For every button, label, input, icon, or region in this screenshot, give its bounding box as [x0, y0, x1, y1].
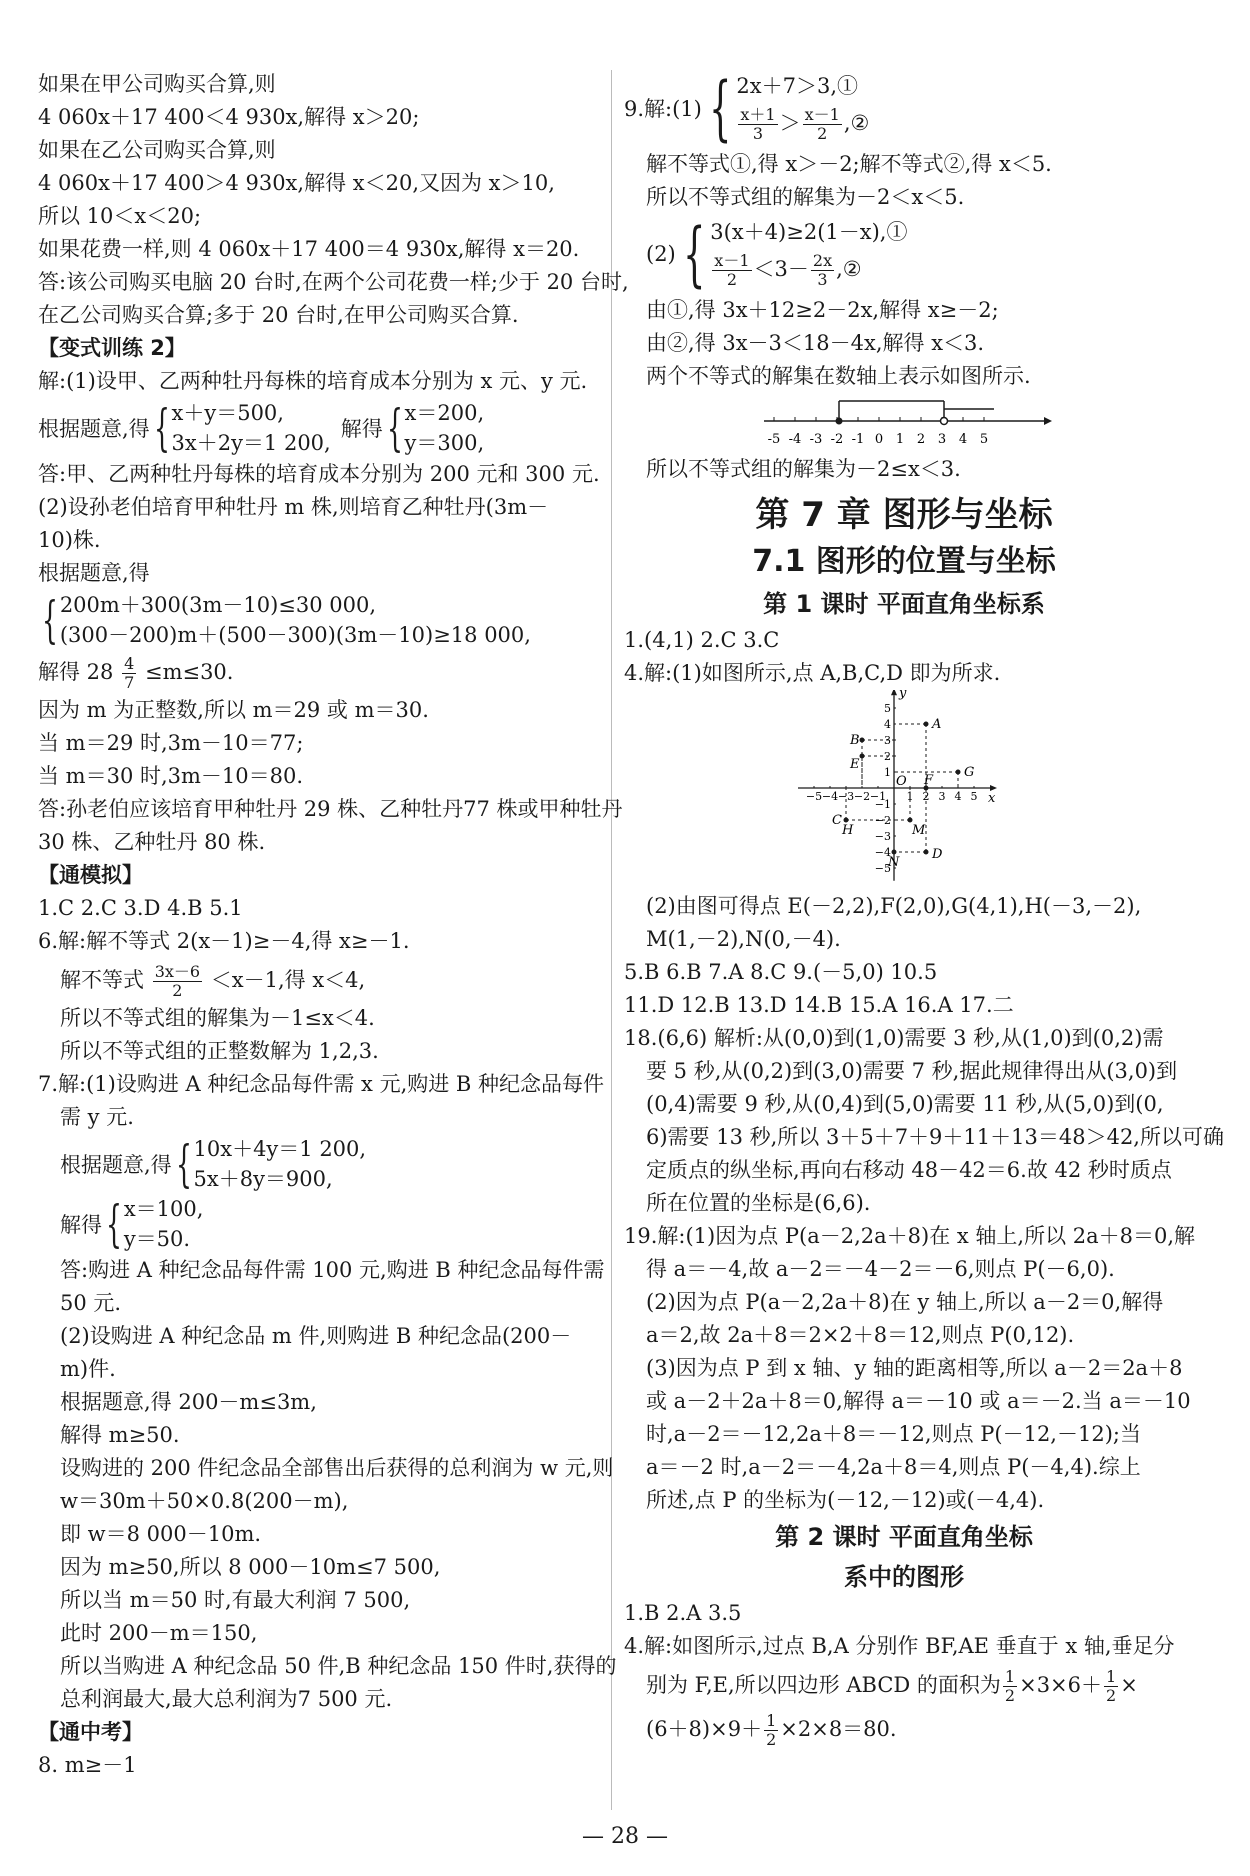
equation: 10x＋4y＝1 200,: [193, 1137, 367, 1161]
lesson-title: 第 2 课时 平面直角坐标: [775, 1523, 1033, 1551]
brace: {: [386, 399, 403, 457]
denominator: 2: [766, 1730, 777, 1749]
text-line: 所以不等式组的解集为－2＜x＜5.: [646, 185, 965, 209]
point-label: A: [932, 717, 942, 732]
tick-label: 2: [884, 750, 891, 763]
text-line: 总利润最大,最大总利润为7 500 元.: [60, 1687, 393, 1711]
equation: 3x＋2y＝1 200,: [171, 431, 331, 455]
equation: x＝100,: [123, 1197, 204, 1221]
text-line: m)件.: [60, 1357, 116, 1381]
text-line: 因为 m≥50,所以 8 000－10m≤7 500,: [60, 1555, 441, 1579]
text: (6＋8)×9＋: [646, 1717, 763, 1741]
text-line: (0,4)需要 9 秒,从(0,4)到(5,0)需要 11 秒,从(5,0)到(0,: [646, 1092, 1164, 1116]
fraction: [1003, 1668, 1017, 1705]
text: ,②: [843, 111, 870, 135]
inequality: 3(x＋4)≥2(1－x),①: [710, 220, 908, 244]
text-line: 4.解:(1)如图所示,点 A,B,C,D 即为所求.: [624, 661, 1001, 685]
fraction: [153, 963, 202, 1000]
tick-label: −5: [805, 790, 823, 803]
brace: {: [708, 67, 732, 149]
text-line: 1.(4,1) 2.C 3.C: [624, 628, 780, 652]
text-line: a＝－2 时,a－2＝－4,2a＋8＝4,则点 P(－4,4).综上: [646, 1455, 1141, 1479]
text-line: 5.B 6.B 7.A 8.C 9.(－5,0) 10.5: [624, 960, 938, 984]
tick-label: 5: [884, 702, 891, 715]
point-marker: [892, 850, 897, 855]
text: ＜x－1,得 x＜4,: [210, 968, 366, 992]
text-line: 4 060x＋17 400＜4 930x,解得 x＞20;: [38, 105, 420, 129]
text: ,②: [836, 257, 862, 281]
point-marker: [860, 738, 865, 743]
inequality: [710, 247, 907, 291]
point-label: M: [912, 823, 926, 838]
text-line: 根据题意,得: [38, 417, 150, 441]
fraction: [803, 106, 842, 143]
fraction: [122, 655, 136, 692]
text-line: 6.解:解不等式 2(x－1)≥－4,得 x≥－1.: [38, 929, 410, 953]
text: ×: [1120, 1673, 1138, 1697]
text-line: 定质点的纵坐标,再向右移动 48－42＝6.故 42 秒时质点: [646, 1158, 1172, 1182]
origin-label: O: [896, 774, 907, 789]
equation-system: [38, 1134, 608, 1194]
left-column: [38, 68, 629, 1782]
numerator: 3x－6: [154, 962, 201, 981]
inequality-system: [38, 590, 608, 650]
tick-label: 1: [906, 790, 914, 803]
tick-label: −5: [874, 862, 891, 875]
text-line: 得 a＝－4,故 a－2＝－4－2＝－6,则点 P(－6,0).: [646, 1257, 1115, 1281]
text-line: 解得 m≥50.: [60, 1423, 180, 1447]
text-line: (2)由图可得点 E(－2,2),F(2,0),G(4,1),H(－3,－2),: [646, 894, 1142, 918]
brace: {: [105, 1195, 122, 1253]
text-line: a＝2,故 2a＋8＝2×2＋8＝12,则点 P(0,12).: [646, 1323, 1075, 1347]
tick-label: 3: [884, 734, 891, 747]
numerator: x－1: [804, 105, 840, 124]
tick-label: -5: [767, 432, 781, 447]
tick-label: −3: [874, 830, 891, 843]
text-line: 答:孙老伯应该培育甲种牡丹 29 株、乙种牡丹77 株或甲种牡丹: [38, 797, 623, 821]
tick-label: 1: [884, 766, 891, 779]
text-line: 所以不等式组的解集为－1≤x＜4.: [60, 1006, 375, 1030]
fraction: [712, 252, 751, 289]
text-line: 根据题意,得: [38, 561, 150, 585]
text-line: 因为 m 为正整数,所以 m＝29 或 m＝30.: [38, 698, 429, 722]
text: (2): [646, 242, 676, 266]
coordinate-graph: [784, 690, 1024, 890]
text: ＜3－: [753, 257, 809, 281]
text-line: 答:该公司购买电脑 20 台时,在两个公司花费一样;少于 20 台时,: [38, 270, 629, 294]
fraction: [738, 106, 777, 143]
inequality-system: [624, 68, 1184, 148]
text-line: 答:甲、乙两种牡丹每株的培育成本分别为 200 元和 300 元.: [38, 462, 600, 486]
text-line: 要 5 秒,从(0,2)到(3,0)需要 7 秒,据此规律得出从(3,0)到: [646, 1059, 1178, 1083]
equation: x＋y＝500,: [171, 401, 284, 425]
text: 解得: [60, 1213, 102, 1237]
text-line: 由②,得 3x－3＜18－4x,解得 x＜3.: [646, 331, 985, 355]
point-marker: [844, 818, 849, 823]
text-line: (3)因为点 P 到 x 轴、y 轴的距离相等,所以 a－2＝2a＋8: [646, 1356, 1183, 1380]
tick-label: −2: [853, 790, 871, 803]
text: 解得 28: [38, 660, 114, 684]
axis-arrow: [1044, 417, 1052, 425]
tick-label: 2: [922, 790, 930, 803]
text-line: 解:(1)设甲、乙两种牡丹每株的培育成本分别为 x 元、y 元.: [38, 369, 588, 393]
text-line: 18.(6,6) 解析:从(0,0)到(1,0)需要 3 秒,从(1,0)到(0,2)需: [624, 1026, 1164, 1050]
tick-label: −4: [821, 790, 839, 803]
equation: 5x＋8y＝900,: [193, 1167, 333, 1191]
tick-label: 0: [874, 432, 884, 447]
text-line: 所以 10＜x＜20;: [38, 204, 202, 228]
section-heading: 【通中考】: [38, 1720, 143, 1744]
point-marker: [860, 754, 865, 759]
text-line: 答:购进 A 种纪念品每件需 100 元,购进 B 种纪念品每件需: [60, 1258, 605, 1282]
text-line: (2)因为点 P(a－2,2a＋8)在 y 轴上,所以 a－2＝0,解得: [646, 1290, 1164, 1314]
fraction: [764, 1712, 778, 1749]
text-line: 所以当购进 A 种纪念品 50 件,B 种纪念品 150 件时,获得的: [60, 1654, 617, 1678]
number-line-figure: [754, 393, 1054, 453]
tick-label: 4: [954, 790, 962, 803]
tick-label: −2: [874, 814, 891, 827]
open-point: [941, 418, 948, 425]
text-line: 11.D 12.B 13.D 14.B 15.A 16.A 17.二: [624, 993, 1014, 1017]
text-line: 4.解:如图所示,过点 B,A 分别作 BF,AE 垂直于 x 轴,垂足分: [624, 1634, 1175, 1658]
text-line: 6)需要 13 秒,所以 3＋5＋7＋9＋11＋13＝48＞42,所以可确: [646, 1125, 1224, 1149]
text-line: 所述,点 P 的坐标为(－12,－12)或(－4,4).: [646, 1488, 1045, 1512]
equation: y＝300,: [404, 431, 485, 455]
tick-label: 2: [916, 432, 926, 447]
lesson-title: 第 1 课时 平面直角坐标系: [763, 590, 1045, 618]
text-line: [38, 958, 608, 1002]
denominator: 2: [172, 981, 183, 1000]
tick-label: 1: [895, 432, 905, 447]
text-line: 当 m＝29 时,3m－10＝77;: [38, 731, 304, 755]
point-label: E: [850, 757, 860, 772]
tick-label: -1: [851, 432, 865, 447]
text-line: 需 y 元.: [60, 1105, 134, 1129]
numerator: x＋1: [740, 105, 776, 124]
text-line: 7.解:(1)设购进 A 种纪念品每件需 x 元,购进 B 种纪念品每件: [38, 1072, 605, 1096]
column-divider: [611, 70, 612, 1810]
equation: y＝50.: [123, 1227, 191, 1251]
text-line: 如果在乙公司购买合算,则: [38, 138, 276, 162]
text-line: 所在位置的坐标是(6,6).: [646, 1191, 871, 1215]
text-line: 解不等式①,得 x＞－2;解不等式②,得 x＜5.: [646, 152, 1052, 176]
text: 9.解:(1): [624, 97, 702, 121]
text-line: 由①,得 3x＋12≥2－2x,解得 x≥－2;: [646, 298, 999, 322]
tick-label: 3: [938, 790, 946, 803]
text-line: 19.解:(1)因为点 P(a－2,2a＋8)在 x 轴上,所以 2a＋8＝0,解: [624, 1224, 1196, 1248]
tick-label: 4: [958, 432, 968, 447]
text-line: 解得: [340, 417, 383, 441]
denominator: 7: [124, 673, 135, 692]
brace: {: [682, 213, 706, 295]
denominator: 3: [752, 124, 764, 143]
tick-label: -3: [809, 432, 823, 447]
denominator: 3: [817, 270, 828, 289]
text-line: 设购进的 200 件纪念品全部售出后获得的总利润为 w 元,则: [60, 1456, 614, 1480]
right-column: [624, 67, 1224, 1751]
text: ×3×6＋: [1019, 1673, 1103, 1697]
text-line: 10)株.: [38, 528, 101, 552]
numerator: 2x: [812, 251, 833, 270]
text: 根据题意,得: [60, 1153, 172, 1177]
text-line: [38, 650, 608, 694]
point-label: H: [842, 823, 854, 838]
brace: {: [175, 1135, 192, 1193]
text-line: 4 060x＋17 400＞4 930x,解得 x＜20,又因为 x＞10,: [38, 171, 555, 195]
tick-label: 3: [937, 432, 947, 447]
chapter-title: 第 7 章 图形与坐标: [755, 495, 1053, 535]
text-line: 所以不等式组的解集为－2≤x＜3.: [646, 457, 961, 481]
text-line: 所以当 m＝50 时,有最大利润 7 500,: [60, 1588, 411, 1612]
section-heading: 【变式训练 2】: [38, 336, 186, 360]
text-line: (2)设孙老伯培育甲种牡丹 m 株,则培育乙种牡丹(3m－: [38, 495, 549, 519]
text-line: 如果花费一样,则 4 060x＋17 400＝4 930x,解得 x＝20.: [38, 237, 580, 261]
fraction: [1104, 1668, 1118, 1705]
inequality: 2x＋7＞3,①: [736, 74, 859, 98]
text-line: 1.B 2.A 3.5: [624, 1601, 742, 1625]
inequality: $\frac{x+1}{3}$ ＞ $\frac{x-1}{2}$ ,②: [740, 105, 870, 143]
section-title: 7.1 图形的位置与坐标: [752, 544, 1056, 579]
closed-point: [836, 418, 843, 425]
numerator: 1: [766, 1711, 777, 1730]
y-axis-label: y: [899, 690, 907, 702]
text-line: 所以不等式组的正整数解为 1,2,3.: [60, 1039, 379, 1063]
text-line: M(1,－2),N(0,－4).: [646, 927, 841, 951]
text-line: 1.C 2.C 3.D 4.B 5.1: [38, 896, 243, 920]
lesson-title: 系中的图形: [844, 1563, 964, 1591]
denominator: 2: [726, 270, 737, 289]
numerator: x－1: [714, 251, 750, 270]
text-line: 在乙公司购买合算;多于 20 台时,在甲公司购买合算.: [38, 303, 519, 327]
text: ×2×8＝80.: [780, 1717, 897, 1741]
equation-system: [38, 1194, 608, 1254]
tick-label: −1: [869, 790, 887, 803]
point-label: C: [832, 813, 842, 828]
section-heading: 【通模拟】: [38, 863, 143, 887]
denominator: 2: [817, 124, 828, 143]
text-line: 30 株、乙种牡丹 80 株.: [38, 830, 266, 854]
tick-label: -2: [830, 432, 844, 447]
text-line: 当 m＝30 时,3m－10＝80.: [38, 764, 304, 788]
text-line: (2)设购进 A 种纪念品 m 件,则购进 B 种纪念品(200－: [60, 1324, 572, 1348]
text-line: 根据题意,得 200－m≤3m,: [60, 1390, 317, 1414]
text-line: 此时 200－m＝150,: [60, 1621, 258, 1645]
brace: {: [41, 591, 58, 649]
text: 解不等式: [60, 968, 144, 992]
tick-label: -4: [788, 432, 802, 447]
numerator: 1: [1004, 1667, 1016, 1686]
point-marker: [908, 818, 913, 823]
text: 别为 F,E,所以四边形 ABCD 的面积为: [646, 1673, 1001, 1697]
brace: {: [153, 399, 170, 457]
x-axis-label: x: [988, 791, 996, 806]
numerator: 4: [124, 654, 135, 673]
equation: x＝200,: [404, 401, 485, 425]
point-marker: [956, 770, 961, 775]
text-line: 如果在甲公司购买合算,则: [38, 72, 276, 96]
point-label: G: [964, 765, 975, 780]
equation-system: [38, 398, 608, 458]
point-label: D: [932, 847, 943, 862]
point-marker: [924, 722, 929, 727]
tick-label: 5: [970, 790, 978, 803]
text-line: 时,a－2＝－12,2a＋8＝－12,则点 P(－12,－12);当: [646, 1422, 1141, 1446]
tick-label: 4: [884, 718, 891, 731]
inequality: (300－200)m＋(500－300)(3m－10)≥18 000,: [59, 623, 531, 647]
y-axis-arrow: [891, 690, 897, 695]
text-line: [624, 1707, 1184, 1751]
inequality: 200m＋300(3m－10)≤30 000,: [59, 593, 377, 617]
text-line: 50 元.: [60, 1291, 122, 1315]
text-line: 8. m≥－1: [38, 1753, 137, 1777]
denominator: 2: [1004, 1686, 1016, 1705]
point-label: N: [888, 855, 900, 870]
text-line: [624, 1663, 1184, 1707]
numerator: 1: [1106, 1667, 1117, 1686]
text-line: 两个不等式的解集在数轴上表示如图所示.: [646, 364, 1031, 388]
text-line: w＝30m＋50×0.8(200－m),: [60, 1489, 349, 1513]
page-number: — 28 —: [582, 1824, 668, 1849]
fraction: [811, 252, 834, 289]
point-label: F: [924, 773, 934, 788]
text-line: 即 w＝8 000－10m.: [60, 1522, 262, 1546]
point-label: B: [850, 733, 860, 748]
inequality-system: [624, 214, 1184, 294]
tick-label: −1: [874, 798, 891, 811]
point-marker: [924, 850, 929, 855]
text: ≤m≤30.: [144, 660, 234, 684]
text-line: 或 a－2＋2a＋8＝0,解得 a＝－10 或 a＝－2.当 a＝－10: [646, 1389, 1191, 1413]
tick-label: 5: [979, 432, 989, 447]
tick-label: −4: [874, 846, 891, 859]
tick-label: −3: [837, 790, 855, 803]
denominator: 2: [1106, 1686, 1117, 1705]
